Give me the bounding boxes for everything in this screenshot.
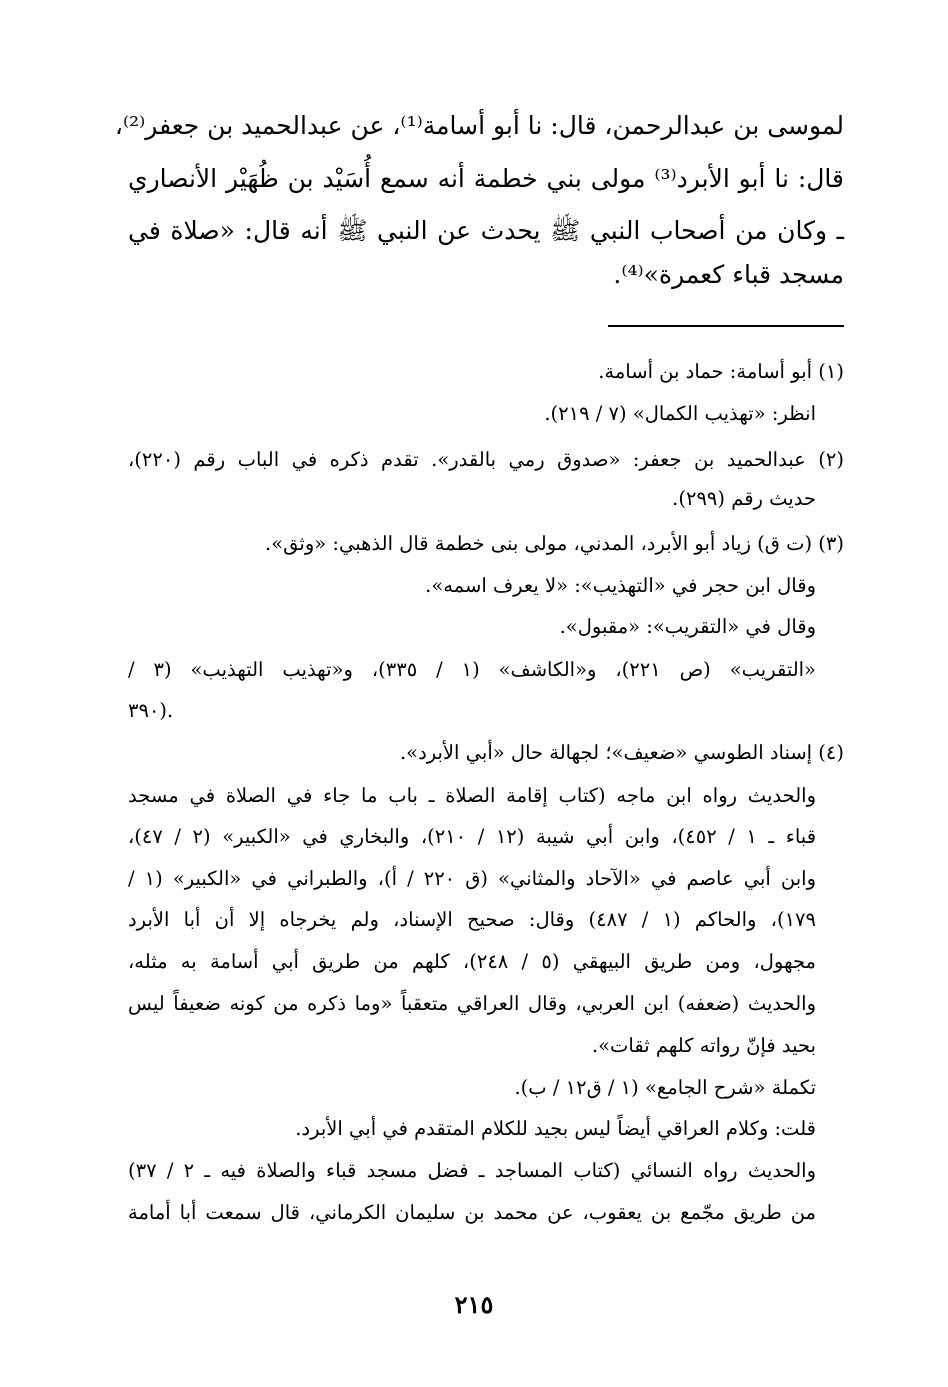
footnote-line: بحيد فإنّ رواته كلهم ثقات». — [591, 1034, 816, 1057]
footnote-line: من طريق مجّمع بن يعقوب، عن محمد بن سليمان الكرماني، قال سمعت أبا أمامة — [128, 1201, 816, 1224]
footnote-line: انظر: «تهذيب الكمال» (٧ / ٢١٩). — [544, 402, 816, 425]
footnote-separator — [608, 325, 844, 327]
footnote-line: والحديث رواه ابن ماجه (كتاب إقامة الصلاة ـ باب ما جاء في الصلاة في مسجد — [128, 784, 816, 807]
main-text-line: لموسى بن عبدالرحمن، قال: نا أبو أسامة⁽¹⁾، عن عبدالحميد بن جعفر⁽²⁾، — [114, 111, 844, 140]
footnote-line: (١) أبو أسامة: حماد بن أسامة. — [598, 360, 844, 383]
footnote-line: (٣) (ت ق) زياد أبو الأبرد، المدني، مولى بنى خطمة قال الذهبي: «وثق». — [265, 532, 844, 555]
footnote-line: وقال ابن حجر في «التهذيب»: «لا يعرف اسمه». — [425, 574, 816, 597]
footnote-line: قلت: وكلام العراقي أيضاً ليس بجيد للكلام المتقدم في أبي الأبرد. — [295, 1117, 816, 1140]
main-text-line: قال: نا أبو الأبرد⁽³⁾ مولى بني خطمة أنه سمع أُسَيْد بن ظُهَيْر الأنصاري — [128, 164, 845, 193]
footnote-line: ١٧٩)، والحاكم (١ / ٤٨٧) وقال: صحيح الإسناد، ولم يخرجاه إلا أن أبا الأبرد — [128, 908, 816, 931]
main-text-line: ـ وكان من أصحاب النبي ﷺ يحدث عن النبي ﷺ أنه قال: «صلاة في — [128, 216, 844, 245]
footnote-line: (٤) إسناد الطوسي «ضعيف»؛ لجهالة حال «أبي الأبرد». — [399, 741, 844, 764]
footnote-line: «التقريب» (ص ٢٢١)، و«الكاشف» (١ / ٣٣٥)، و«تهذيب التهذيب» (٣ / — [128, 658, 816, 681]
footnote-line: والحديث (ضعفه) ابن العربي، وقال العراقي متعقباً «وما ذكره من كونه ضعيفاً ليس — [128, 992, 816, 1015]
footnote-line: وقال في «التقريب»: «مقبول». — [559, 615, 816, 638]
footnote-line: قباء ـ ١ / ٤٥٢)، وابن أبي شيبة (١٢ / ٢١٠)، والبخاري في «الكبير» (٢ / ٤٧)، — [128, 825, 817, 848]
footnote-line: وابن أبي عاصم في «الآحاد والمثاني» (ق ٢٢٠ / أ)، والطبراني في «الكبير» (١ / — [128, 867, 816, 890]
footnote-line: تكملة «شرح الجامع» (١ / ق١٢ / ب). — [514, 1076, 816, 1099]
footnote-line: (٢) عبدالحميد بن جعفر: «صدوق رمي بالقدر». تقدم ذكره في الباب رقم (٢٢٠)، — [128, 448, 844, 471]
footnote-line: مجهول، ومن طريق البيهقي (٥ / ٢٤٨)، كلهم من طريق أبي أسامة به مثله، — [128, 950, 816, 973]
main-text-line: مسجد قباء كعمرة»⁽⁴⁾. — [613, 260, 844, 289]
footnote-line: حديث رقم (٢٩٩). — [672, 487, 816, 510]
footnote-line: والحديث رواه النسائي (كتاب المساجد ـ فضل مسجد قباء والصلاة فيه ـ ٢ / ٣٧) — [128, 1159, 816, 1182]
footnote-line: ٣٩٠). — [128, 699, 174, 722]
page-number: ٢١٥ — [454, 1290, 494, 1319]
